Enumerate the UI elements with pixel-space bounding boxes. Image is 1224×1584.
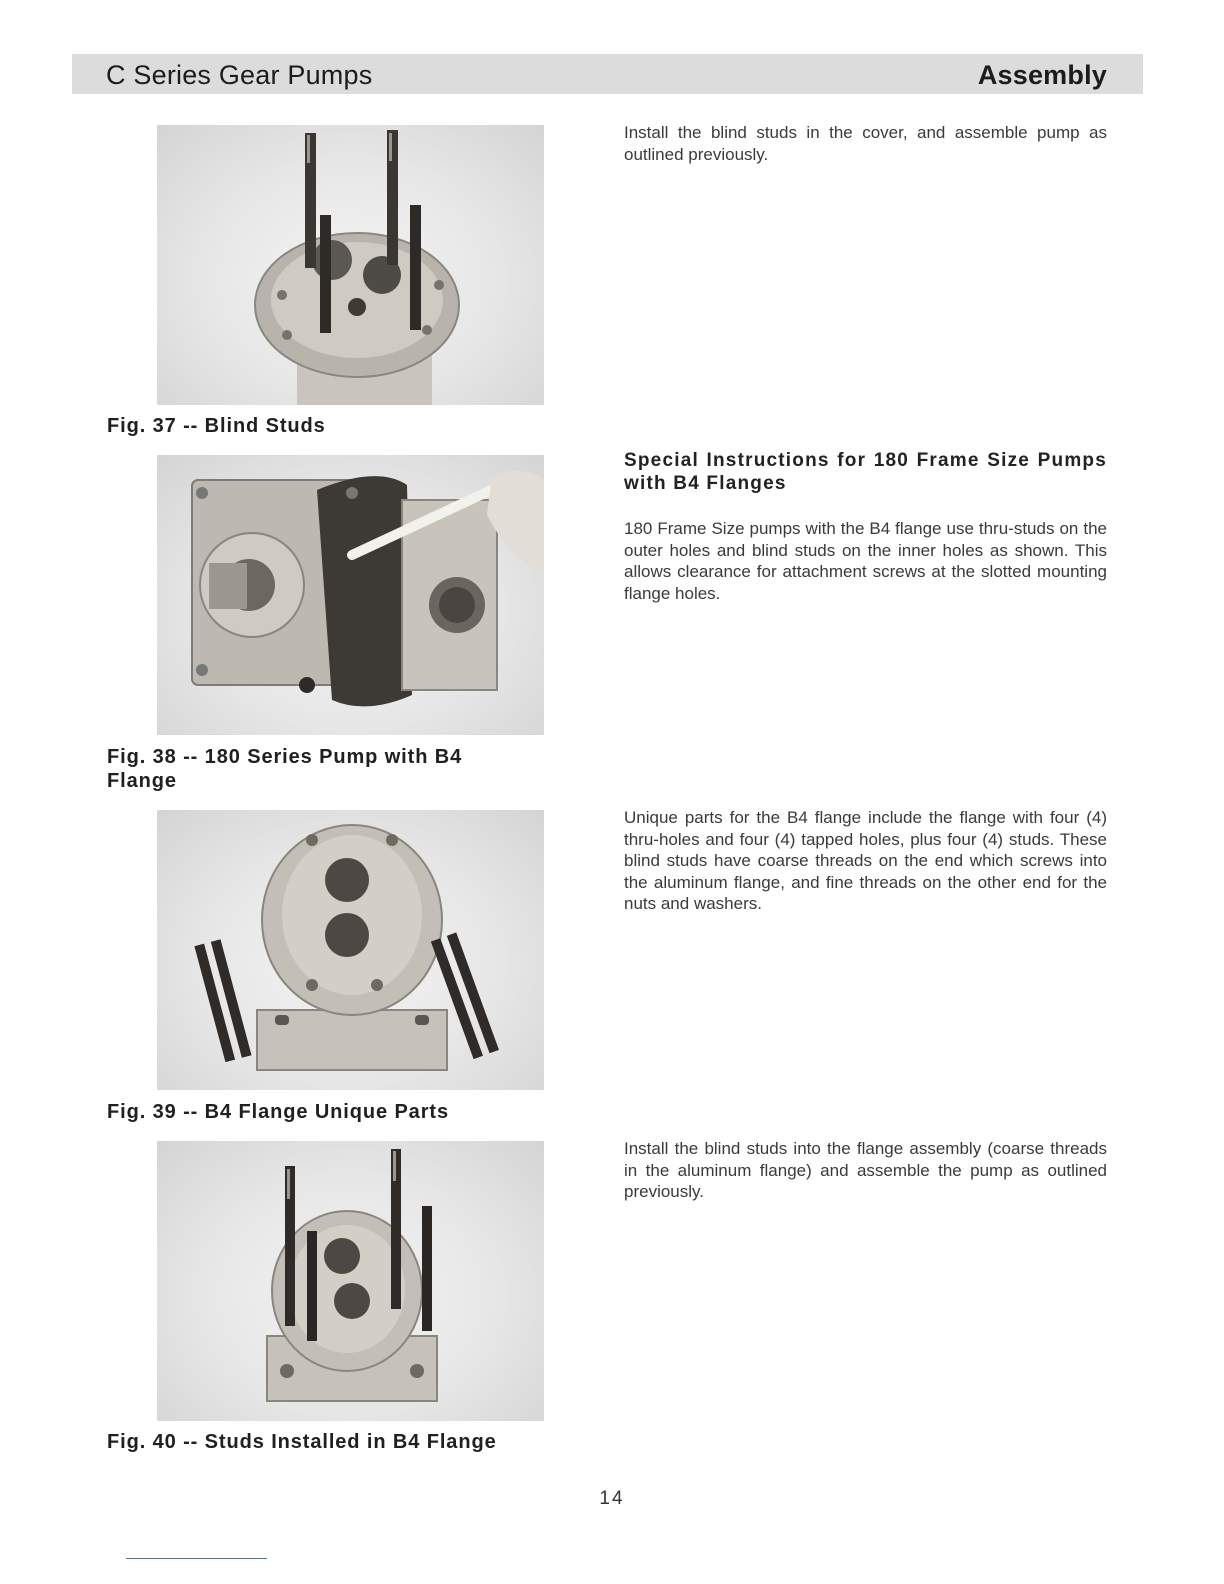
page-header <box>72 54 1143 94</box>
special-instructions-heading: Special Instructions for 180 Frame Size Pumps with B4 Flanges <box>624 450 1107 494</box>
figure-39-photo <box>157 810 544 1090</box>
figure-37-caption: Fig. 37 -- Blind Studs <box>107 415 326 437</box>
figure-40-caption: Fig. 40 -- Studs Installed in B4 Flange <box>107 1431 497 1453</box>
section-title: Assembly <box>977 60 1107 90</box>
figure-40-photo <box>157 1141 544 1421</box>
footer-rule <box>126 1558 267 1559</box>
unique-parts-paragraph: Unique parts for the B4 flange include the flange with four (4) thru-holes and four (4) tapped holes, plus four (4) studs. These blind studs have coarse threads on the end which screws into the aluminum flange, and fine threads on the other end for the nuts and washers. <box>624 808 1107 913</box>
special-instructions-paragraph: 180 Frame Size pumps with the B4 flange use thru-studs on the outer holes and blind studs on the inner holes as shown. This allows clearance for attachment screws at the slotted mounting flange holes. <box>624 519 1107 603</box>
manual-title: C Series Gear Pumps <box>106 60 373 90</box>
page-number: 14 <box>599 1488 625 1509</box>
figure-38-caption: Fig. 38 -- 180 Series Pump with B4 Flange <box>107 746 463 792</box>
install-studs-paragraph: Install the blind studs into the flange assembly (coarse threads in the aluminum flange) and assemble the pump as outlined previously. <box>624 1139 1107 1201</box>
figure-39-caption: Fig. 39 -- B4 Flange Unique Parts <box>107 1101 449 1123</box>
figure-37-photo <box>157 125 544 405</box>
intro-paragraph: Install the blind studs in the cover, and assemble pump as outlined previously. <box>624 123 1107 164</box>
figure-38-photo <box>157 455 544 735</box>
